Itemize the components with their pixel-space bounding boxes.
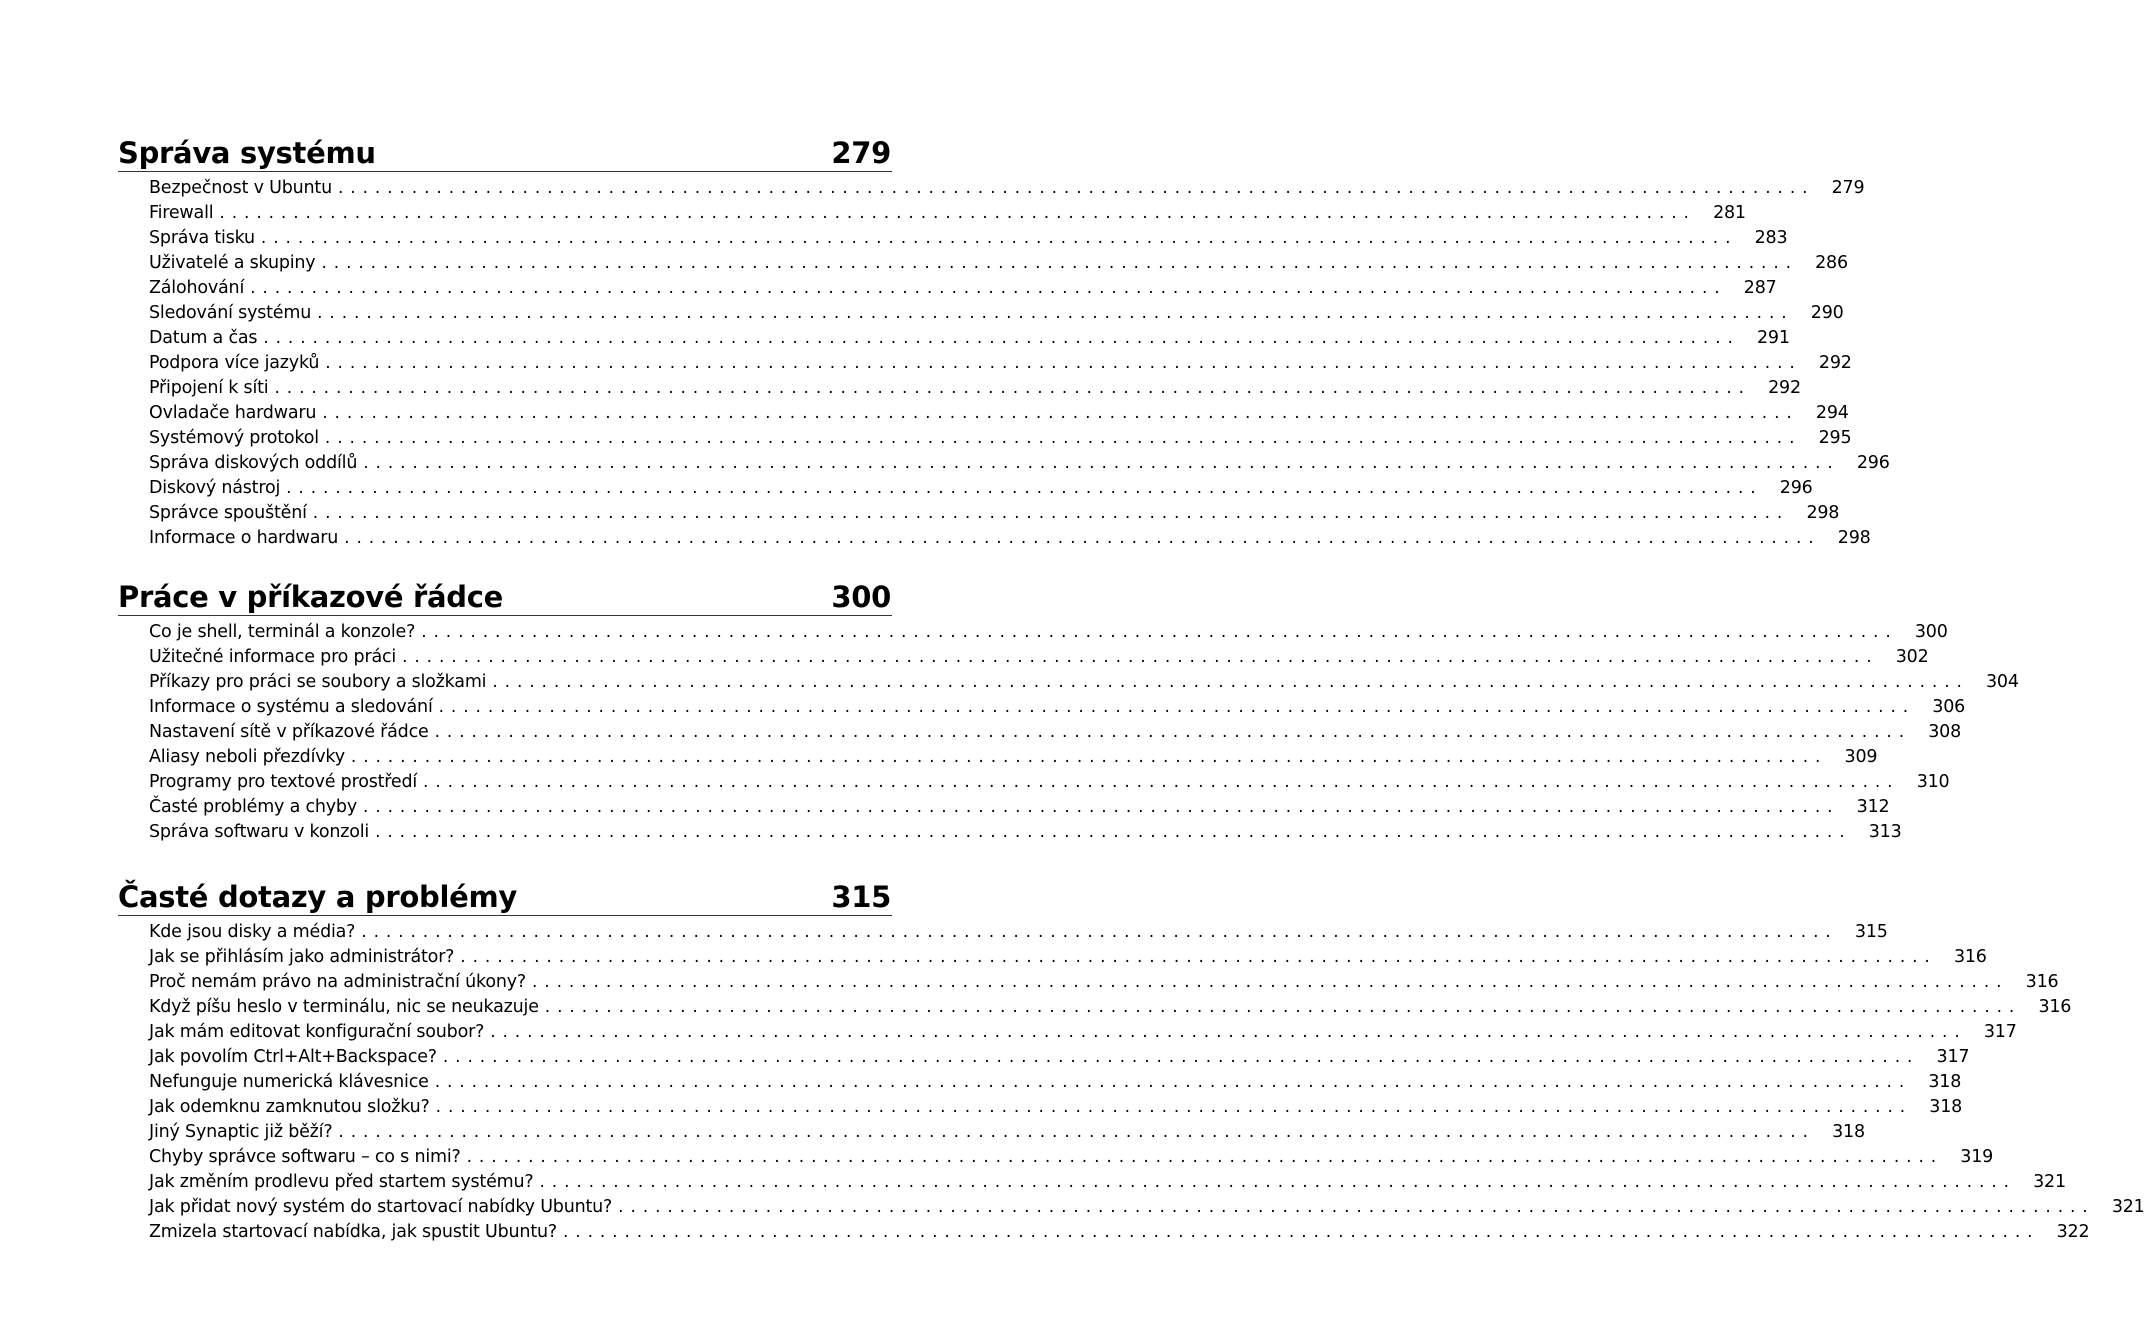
entry-page-number: 304 xyxy=(1986,672,2019,692)
dot-leader: ........................................................................................................................ xyxy=(562,1222,2040,1242)
entry-title: Nefunguje numerická klávesnice xyxy=(149,1072,429,1092)
toc-entry[interactable] xyxy=(149,1095,1963,1120)
chapter-heading xyxy=(118,133,892,172)
toc-entry[interactable] xyxy=(149,176,1865,201)
dot-leader: ........................................................................................................................ xyxy=(435,1097,1913,1117)
toc-entry[interactable] xyxy=(149,326,1790,351)
dot-leader: ........................................................................................................................ xyxy=(490,1022,1967,1042)
entry-page-number: 322 xyxy=(2056,1222,2090,1242)
dot-leader: ........................................................................................................................ xyxy=(350,747,1828,767)
entry-title: Správa softwaru v konzoli xyxy=(149,822,370,842)
toc-entry[interactable] xyxy=(149,1195,2145,1220)
entry-page-number: 292 xyxy=(1768,378,1801,398)
entry-title: Správa tisku xyxy=(149,228,255,248)
entry-title: Systémový protokol xyxy=(149,428,319,448)
toc-entry[interactable] xyxy=(149,226,1788,251)
chapter-page-number: 315 xyxy=(831,880,891,914)
chapter-sprava-systemu xyxy=(118,133,1890,551)
entry-page-number: 298 xyxy=(1837,528,1871,548)
entry-page-number: 316 xyxy=(1953,947,1987,967)
dot-leader: ........................................................................................................................ xyxy=(361,922,1838,942)
chapter-heading xyxy=(118,877,892,916)
entry-title: Časté problémy a chyby xyxy=(149,797,358,817)
entry-page-number: 318 xyxy=(1928,1072,1962,1092)
toc-entry[interactable] xyxy=(149,1170,2066,1195)
entry-title: Správce spouštění xyxy=(149,503,307,523)
entry-title: Chyby správce softwaru – co s nimi? xyxy=(149,1147,461,1167)
entry-page-number: 315 xyxy=(1854,922,1888,942)
entry-title: Jak povolím Ctrl+Alt+Backspace? xyxy=(149,1047,437,1067)
entry-list xyxy=(118,920,2145,1245)
entry-title: Jak mám editovat konfigurační soubor? xyxy=(149,1022,485,1042)
dot-leader: ........................................................................................................................ xyxy=(250,278,1727,298)
chapter-page-number: 300 xyxy=(831,580,891,614)
dot-leader: ........................................................................................................................ xyxy=(402,647,1879,667)
entry-title: Informace o hardwaru xyxy=(149,528,339,548)
entry-title: Kde jsou disky a média? xyxy=(149,922,356,942)
toc-entry[interactable] xyxy=(149,201,1746,226)
entry-title: Jak změním prodlevu před startem systému? xyxy=(149,1172,534,1192)
toc-entry[interactable] xyxy=(149,476,1813,501)
entry-page-number: 317 xyxy=(1983,1022,2017,1042)
entry-title: Zmizela startovací nabídka, jak spustit Ubuntu? xyxy=(149,1222,557,1242)
toc-entry[interactable] xyxy=(149,251,1848,276)
entry-page-number: 300 xyxy=(1914,622,1948,642)
entry-page-number: 291 xyxy=(1756,328,1790,348)
entry-title: Diskový nástroj xyxy=(149,478,281,498)
dot-leader: ........................................................................................................................ xyxy=(421,622,1898,642)
entry-title: Jiný Synaptic již běží? xyxy=(149,1122,333,1142)
entry-page-number: 283 xyxy=(1754,228,1788,248)
dot-leader: ........................................................................................................................ xyxy=(324,428,1802,448)
entry-title: Užitečné informace pro práci xyxy=(149,647,397,667)
toc-entry[interactable] xyxy=(149,451,1890,476)
toc-entry[interactable] xyxy=(149,1145,1994,1170)
toc-entry[interactable] xyxy=(149,945,1987,970)
toc-entry[interactable] xyxy=(149,670,2019,695)
dot-leader: ........................................................................................................................ xyxy=(321,253,1798,273)
toc-entry[interactable] xyxy=(149,1070,1962,1095)
entry-title: Sledování systému xyxy=(149,303,312,323)
dot-leader: ........................................................................................................................ xyxy=(337,178,1815,198)
toc-entry[interactable] xyxy=(149,526,1871,551)
entry-title: Když píšu heslo v terminálu, nic se neukazuje xyxy=(149,997,539,1017)
entry-list xyxy=(118,176,1890,551)
toc-entry[interactable] xyxy=(149,770,1950,795)
dot-leader: ........................................................................................................................ xyxy=(274,378,1751,398)
toc-entry[interactable] xyxy=(149,1045,1970,1070)
toc-entry[interactable] xyxy=(149,970,2059,995)
entry-page-number: 318 xyxy=(1832,1122,1865,1142)
entry-page-number: 306 xyxy=(1932,697,1966,717)
toc-entry[interactable] xyxy=(149,301,1844,326)
entry-page-number: 317 xyxy=(1936,1047,1970,1067)
dot-leader: ........................................................................................................................ xyxy=(317,303,1794,323)
dot-leader: ........................................................................................................................ xyxy=(539,1172,2016,1192)
chapter-title: Časté dotazy a problémy xyxy=(118,880,517,914)
toc-entry[interactable] xyxy=(149,351,1852,376)
entry-title: Zálohování xyxy=(149,278,245,298)
dot-leader: ........................................................................................................................ xyxy=(423,772,1900,792)
entry-page-number: 296 xyxy=(1856,453,1890,473)
entry-title: Datum a čas xyxy=(149,328,258,348)
toc-entry[interactable] xyxy=(149,795,1890,820)
toc-entry[interactable] xyxy=(149,995,2072,1020)
toc-entry[interactable] xyxy=(149,695,1966,720)
dot-leader: ........................................................................................................................ xyxy=(375,822,1852,842)
entry-title: Proč nemám právo na administrační úkony? xyxy=(149,972,526,992)
toc-entry[interactable] xyxy=(149,720,1962,745)
entry-title: Jak přidat nový systém do startovací nabídky Ubuntu? xyxy=(149,1197,613,1217)
toc-entry[interactable] xyxy=(149,276,1777,301)
dot-leader: ........................................................................................................................ xyxy=(260,228,1738,248)
dot-leader: ........................................................................................................................ xyxy=(544,997,2022,1017)
entry-page-number: 318 xyxy=(1929,1097,1963,1117)
toc-entry[interactable] xyxy=(149,401,1849,426)
entry-title: Programy pro textové prostředí xyxy=(149,772,418,792)
dot-leader: ........................................................................................................................ xyxy=(460,947,1937,967)
chapter-caste-dotazy-a-problemy xyxy=(118,877,2145,1245)
toc-entry[interactable] xyxy=(149,820,1902,845)
entry-title: Podpora více jazyků xyxy=(149,353,320,373)
dot-leader: ........................................................................................................................ xyxy=(434,1072,1912,1092)
dot-leader: ........................................................................................................................ xyxy=(434,722,1912,742)
entry-title: Uživatelé a skupiny xyxy=(149,253,316,273)
toc-entry[interactable] xyxy=(149,1220,2090,1245)
entry-page-number: 294 xyxy=(1815,403,1849,423)
dot-leader: ........................................................................................................................ xyxy=(532,972,2009,992)
entry-page-number: 310 xyxy=(1916,772,1950,792)
dot-leader: ........................................................................................................................ xyxy=(286,478,1763,498)
toc-entry[interactable] xyxy=(149,426,1852,451)
entry-page-number: 281 xyxy=(1713,203,1746,223)
dot-leader: ........................................................................................................................ xyxy=(363,453,1840,473)
chapter-title: Práce v příkazové řádce xyxy=(118,580,503,614)
toc-entry[interactable] xyxy=(149,745,1878,770)
toc-entry[interactable] xyxy=(149,376,1801,401)
entry-page-number: 308 xyxy=(1928,722,1962,742)
entry-title: Informace o systému a sledování xyxy=(149,697,433,717)
entry-title: Jak se přihlásím jako administrátor? xyxy=(149,947,455,967)
entry-title: Bezpečnost v Ubuntu xyxy=(149,178,332,198)
entry-title: Nastavení sítě v příkazové řádce xyxy=(149,722,429,742)
chapter-heading xyxy=(118,577,892,616)
entry-title: Co je shell, terminál a konzole? xyxy=(149,622,416,642)
dot-leader: ........................................................................................................................ xyxy=(363,797,1840,817)
entry-title: Aliasy neboli přezdívky xyxy=(149,747,345,767)
dot-leader: ........................................................................................................................ xyxy=(338,1122,1815,1142)
entry-page-number: 302 xyxy=(1895,647,1929,667)
entry-title: Příkazy pro práci se soubory a složkami xyxy=(149,672,487,692)
toc-entry[interactable] xyxy=(149,1020,2017,1045)
entry-page-number: 279 xyxy=(1831,178,1865,198)
dot-leader: ........................................................................................................................ xyxy=(325,353,1802,373)
entry-page-number: 309 xyxy=(1844,747,1878,767)
toc-entry[interactable] xyxy=(149,501,1840,526)
dot-leader: ........................................................................................................................ xyxy=(492,672,1969,692)
entry-page-number: 298 xyxy=(1806,503,1840,523)
entry-page-number: 286 xyxy=(1815,253,1848,273)
entry-page-number: 290 xyxy=(1810,303,1844,323)
dot-leader: ........................................................................................................................ xyxy=(322,403,1799,423)
dot-leader: ........................................................................................................................ xyxy=(618,1197,2095,1217)
toc-entry[interactable] xyxy=(149,920,1888,945)
dot-leader: ........................................................................................................................ xyxy=(438,697,1916,717)
toc-entry[interactable] xyxy=(149,1120,1865,1145)
dot-leader: ........................................................................................................................ xyxy=(466,1147,1944,1167)
entry-list xyxy=(118,620,2019,845)
dot-leader: ........................................................................................................................ xyxy=(344,528,1821,548)
entry-page-number: 287 xyxy=(1743,278,1777,298)
dot-leader: ........................................................................................................................ xyxy=(219,203,1696,223)
entry-page-number: 319 xyxy=(1960,1147,1994,1167)
chapter-title: Správa systému xyxy=(118,136,376,170)
entry-page-number: 316 xyxy=(2025,972,2059,992)
dot-leader: ........................................................................................................................ xyxy=(312,503,1790,523)
entry-title: Připojení k síti xyxy=(149,378,269,398)
chapter-prace-v-prikazove-radce xyxy=(118,577,2019,845)
toc-entry[interactable] xyxy=(149,645,1929,670)
toc-entry[interactable] xyxy=(149,620,1948,645)
entry-page-number: 321 xyxy=(2111,1197,2145,1217)
entry-page-number: 321 xyxy=(2033,1172,2066,1192)
entry-page-number: 292 xyxy=(1818,353,1852,373)
entry-page-number: 316 xyxy=(2038,997,2072,1017)
dot-leader: ........................................................................................................................ xyxy=(263,328,1740,348)
entry-title: Ovladače hardwaru xyxy=(149,403,317,423)
entry-page-number: 295 xyxy=(1818,428,1852,448)
entry-title: Firewall xyxy=(149,203,214,223)
entry-page-number: 313 xyxy=(1868,822,1902,842)
entry-title: Správa diskových oddílů xyxy=(149,453,358,473)
entry-page-number: 312 xyxy=(1856,797,1890,817)
entry-page-number: 296 xyxy=(1779,478,1813,498)
entry-title: Jak odemknu zamknutou složku? xyxy=(149,1097,430,1117)
dot-leader: ........................................................................................................................ xyxy=(442,1047,1920,1067)
chapter-page-number: 279 xyxy=(831,136,891,170)
